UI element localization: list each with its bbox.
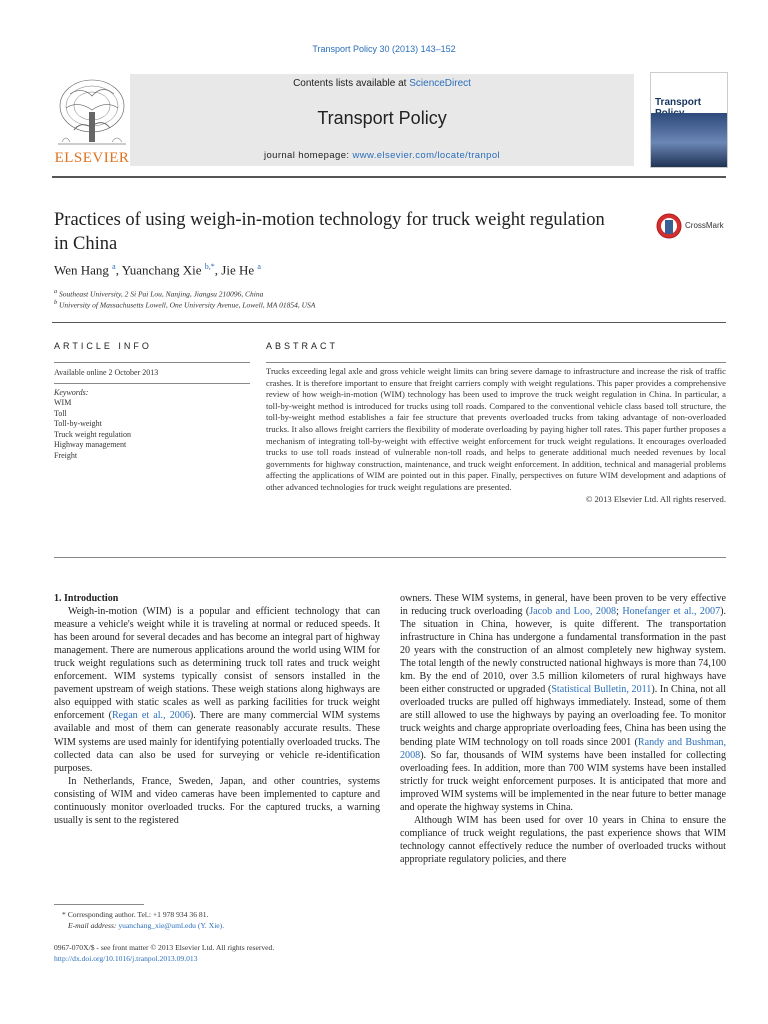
elsevier-wordmark: ELSEVIER xyxy=(54,150,130,166)
crossmark-icon xyxy=(655,212,683,240)
footnote-divider xyxy=(54,904,144,905)
homepage-link[interactable]: www.elsevier.com/locate/tranpol xyxy=(352,150,501,161)
paragraph-text: ). The situation in China, however, is quite different. The transportation infrastructure in China has undergone a fundamental transformation in the past 20 years with the construction of an almost completely new highway system. The total length of the newly constructed national highways is more than 74,100 km. By the end of 2010, over 3.5 million kilometers of rural highways have been either constructed or upgraded ( xyxy=(400,606,727,696)
header-divider xyxy=(52,176,726,178)
affiliation-text: Southeast University, 2 Si Pai Lou, Nanjing, Jiangsu 210096, China xyxy=(59,289,264,299)
contents-prefix: Contents lists available at xyxy=(293,78,410,89)
journal-citation[interactable]: Transport Policy 30 (2013) 143–152 xyxy=(312,44,456,54)
info-inner-divider xyxy=(54,383,250,384)
contents-line xyxy=(130,78,634,89)
journal-cover-thumbnail[interactable] xyxy=(650,72,728,168)
affiliation-a xyxy=(54,288,263,299)
body-right-column xyxy=(400,592,726,866)
availability-date: Available online 2 October 2013 xyxy=(54,368,159,377)
sciencedirect-link[interactable]: ScienceDirect xyxy=(409,78,471,89)
abstract-body xyxy=(266,366,726,505)
affiliation-b xyxy=(54,299,315,310)
section-heading: 1. Introduction xyxy=(54,593,119,604)
author-name[interactable]: Yuanchang Xie xyxy=(121,262,202,278)
author-affiliation-mark[interactable]: a xyxy=(112,262,116,271)
abstract-heading: ABSTRACT xyxy=(266,341,339,351)
paragraph-text: ). So far, thousands of WIM systems have been installed for collecting overloading fees. In addition, more than 700 WIM systems have been installed strictly for truck weight enforcement purposes. It is anticipated that more and improved WIM systems will be implemented in the near future to better manage and operate the highway systems in China. xyxy=(400,749,726,813)
body-paragraph xyxy=(54,605,380,775)
author-list: Wen Hang $^a$, Yuanchang Xie $^{b,*}$, Jie He $^a$ xyxy=(54,262,261,278)
affiliation-mark: a xyxy=(54,288,58,295)
author-affiliation-mark[interactable]: a xyxy=(257,262,261,271)
abstract-divider xyxy=(266,362,726,363)
keyword: Freight xyxy=(54,450,78,460)
affiliation-mark: b xyxy=(54,299,58,306)
keyword: WIM xyxy=(54,398,72,407)
cover-header xyxy=(651,73,727,95)
issn-line: 0967-070X/$ - see front matter © 2013 Elsevier Ltd. All rights reserved. xyxy=(54,943,275,952)
abstract-text: Trucks exceeding legal axle and gross vehicle weight limits can bring severe damage to infrastructure and increase the risk of traffic crashes. It is therefore important to ensure that freight carriers comply with weight regulations. This paper provides a comprehensive review of how weigh-in-motion (WIM) technology has been used to improve the truck weight regulation in China. In particular, a toll-by-weight method is introduced for trucks using toll roads. Compared to the conventional vehicle class based toll structure, the toll-by-weight method establishes a fair fee structure that prevents overloaded trucks from taking advantage of non-overloaded trucks. It also allows freight carriers the flexibility of moderate overloading by paying higher toll rates. This paper further proposes a mechanism of integrating toll-by-weight with effective weight enforcement for truck weight regulations. It encourages overloaded trucks to use toll roads instead of vulnerable non-toll roads, and helps to generate additional much needed revenues by local governments for highway construction, maintenance, and truck weight enforcement. In addition, technical and managerial problems affecting the applications of WIM are pointed out in this paper. Finally, perspectives on future WIM development and adaptions of other advanced technologies for truck weight regulations are presented. xyxy=(266,366,726,492)
homepage-prefix: journal homepage: xyxy=(263,150,353,161)
citation-separator: ; xyxy=(616,606,623,618)
paragraph-text: Weigh-in-motion (WIM) is a popular and efficient technology that can measure a vehicle's weight while it is traveling at normal or reduced speeds. It has been around for several decades and has become an integral part of highway management. There are numerous applications around the world using WIM for truck weight regulations such as determining truck toll rates and truck weight enforcement. WIM systems typically consist of sensors installed in the pavement upstream of weigh stations. These weigh stations along highways are also equipped with static scales as well as parking facilities for truck weight enforcement ( xyxy=(54,606,380,722)
keyword: Truck weight regulation xyxy=(54,429,132,439)
crossmark-badge[interactable] xyxy=(655,212,730,240)
article-info xyxy=(54,368,250,461)
cover-image xyxy=(651,113,727,167)
doi-link[interactable]: http://dx.doi.org/10.1016/j.tranpol.2013.09.013 xyxy=(54,954,198,963)
author-affiliation-mark[interactable]: b,* xyxy=(204,262,215,271)
affiliation-divider xyxy=(52,322,726,323)
paragraph-text: owners. These WIM systems, in general, have been proven to be very effective in reducing truck overloading ( xyxy=(400,593,726,618)
abstract-bottom-divider xyxy=(54,557,726,558)
body-paragraph: Although WIM has been used for over 10 years in China to ensure the compliance of truck weight regulations, the past experience shows that WIM technology cannot effectively reduce the number of overloaded trucks without appropriate regulatory policies, and there xyxy=(400,814,726,865)
affiliation-text: University of Massachusetts Lowell, One University Avenue, Lowell, MA 01854, USA xyxy=(59,300,316,310)
citation-link[interactable]: Statistical Bulletin, 2011 xyxy=(551,684,652,696)
paragraph-text: ). There are many commercial WIM systems available and most of them can generate reasonably accurate results. These WIM systems are used mainly for identifying potentially overloaded trucks. The collected data can also be used for surveying or vehicle re-identification purposes. xyxy=(54,710,380,774)
bottom-meta xyxy=(54,942,414,964)
corresponding-author-note: * Corresponding author. Tel.: +1 978 934 36 81. xyxy=(62,910,209,919)
paper-title: Practices of using weigh-in-motion technology for truck weight regulation in China xyxy=(54,210,605,254)
paragraph-text: ). In China, not all overloaded trucks are pulled off highways immediately. Instead, some of them are still allowed to use the highways by paying an overloading fee. To monitor truck weights and charge appropriate overloading fees, China has been using the bending plate WIM technology on toll roads since 2001 ( xyxy=(400,684,727,748)
cover-title: Transport xyxy=(655,97,702,108)
author-name[interactable]: Wen Hang xyxy=(54,262,109,278)
email-label: E-mail address: xyxy=(68,921,119,930)
citation-link[interactable]: Honefanger et al., 2007 xyxy=(622,606,721,618)
citation-link[interactable]: Jacob and Loo, 2008 xyxy=(529,606,617,618)
keyword: Highway management xyxy=(54,440,127,449)
author-name[interactable]: Jie He xyxy=(221,262,255,278)
citation-link[interactable]: Regan et al., 2006 xyxy=(111,710,190,722)
footnote xyxy=(54,909,380,931)
email-note xyxy=(54,920,380,931)
body-paragraph xyxy=(400,592,726,814)
article-info-divider xyxy=(54,362,250,363)
body-left-column xyxy=(54,592,380,827)
homepage-line xyxy=(130,150,634,161)
article-info-heading: ARTICLE INFO xyxy=(54,341,152,351)
abstract-copyright: © 2013 Elsevier Ltd. All rights reserved. xyxy=(585,493,726,504)
body-paragraph: In Netherlands, France, Sweden, Japan, and other countries, systems consisting of WIM and video cameras have been implemented to capture and continuously monitor overloaded trucks. For the captured trucks, a warning usually is sent to the registered xyxy=(54,775,380,826)
keyword: Toll-by-weight xyxy=(54,419,102,428)
email-link[interactable]: yuanchang_xie@uml.edu (Y. Xie). xyxy=(118,921,225,930)
keyword: Toll xyxy=(54,408,67,418)
keywords-label: Keywords: xyxy=(54,387,89,397)
crossmark-label: CrossMark xyxy=(685,221,724,230)
journal-title: Transport Policy xyxy=(317,108,447,128)
citation-link[interactable]: Randy and Bushman, 2008 xyxy=(400,736,726,761)
